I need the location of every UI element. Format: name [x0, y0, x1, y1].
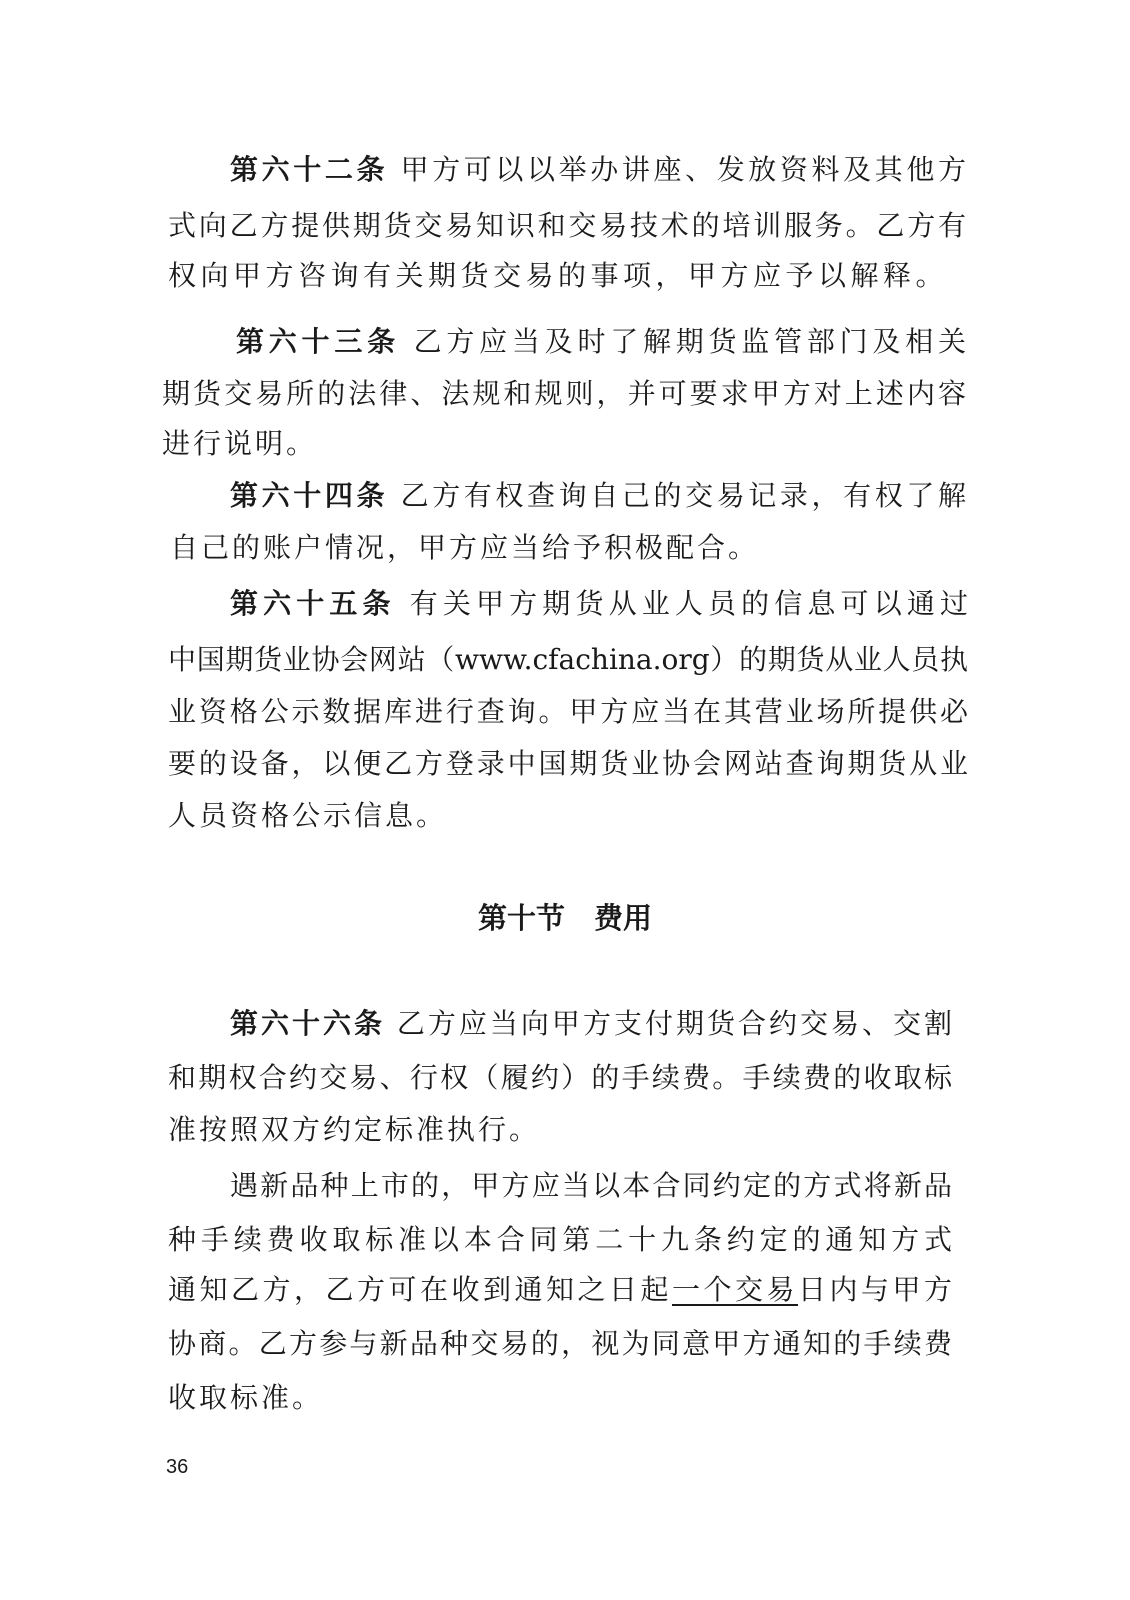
article-62-line-3: 权向甲方咨询有关期货交易的事项，甲方应予以解释。 [168, 259, 949, 292]
article-63-text-1: 乙方应当及时了解期货监管部门及相关 [413, 325, 966, 358]
article-63-heading: 第六十三条 [236, 325, 400, 358]
article-64-line-1 [230, 478, 966, 514]
article-66-p2-line-4: 协商。乙方参与新品种交易的，视为同意甲方通知的手续费 [168, 1327, 952, 1360]
article-64-heading: 第六十四条 [230, 479, 389, 512]
article-65-text-1: 有关甲方期货从业人员的信息可以通过 [409, 587, 968, 620]
article-63-line-1 [236, 324, 966, 360]
article-66-line-1 [230, 1006, 952, 1042]
article-65-line-2: 中国期货业协会网站（www.cfachina.org）的期货从业人员执 [168, 643, 968, 676]
article-64-line-2: 自己的账户情况，甲方应当给予积极配合。 [170, 531, 760, 564]
article-63-line-2: 期货交易所的法律、法规和规则，并可要求甲方对上述内容 [162, 377, 966, 410]
article-66-line-3: 准按照双方约定标准执行。 [168, 1113, 541, 1146]
article-65-line-1 [230, 586, 968, 622]
article-62-text-1: 甲方可以以举办讲座、发放资料及其他方 [400, 153, 966, 186]
article-65-line-3: 业资格公示数据库进行查询。甲方应当在其营业场所提供必 [168, 695, 968, 728]
underlined-term: 一个交易 [671, 1273, 798, 1306]
article-66-p2-line-3-start: 通知乙方，乙方可在收到通知之日起 [168, 1273, 672, 1306]
page-number: 36 [166, 1456, 189, 1478]
article-66-p2-line-3 [168, 1272, 952, 1308]
article-66-p2-line-3-end: 日内与甲方 [797, 1273, 952, 1306]
article-66-text-1: 乙方应当向甲方支付期货合约交易、交割 [396, 1007, 952, 1040]
article-62-heading: 第六十二条 [230, 153, 389, 186]
article-62-line-2: 式向乙方提供期货交易知识和交易技术的培训服务。乙方有 [168, 209, 966, 242]
article-66-p2-line-1: 遇新品种上市的，甲方应当以本合同约定的方式将新品 [230, 1169, 952, 1202]
article-66-p2-line-5: 收取标准。 [168, 1381, 324, 1414]
article-64-text-1: 乙方有权查询自己的交易记录，有权了解 [400, 479, 966, 512]
article-66-line-2: 和期权合约交易、行权（履约）的手续费。手续费的收取标 [168, 1061, 952, 1094]
article-63-line-3: 进行说明。 [162, 427, 318, 460]
article-66-heading: 第六十六条 [230, 1007, 386, 1040]
section-title: 第十节 费用 [477, 901, 652, 935]
article-65-heading: 第六十五条 [230, 587, 396, 620]
article-65-line-4: 要的设备，以便乙方登录中国期货业协会网站查询期货从业 [168, 747, 968, 780]
article-65-line-5: 人员资格公示信息。 [168, 799, 448, 832]
article-62-line-1 [230, 152, 966, 188]
article-66-p2-line-2: 种手续费收取标准以本合同第二十九条约定的通知方式 [168, 1223, 952, 1256]
